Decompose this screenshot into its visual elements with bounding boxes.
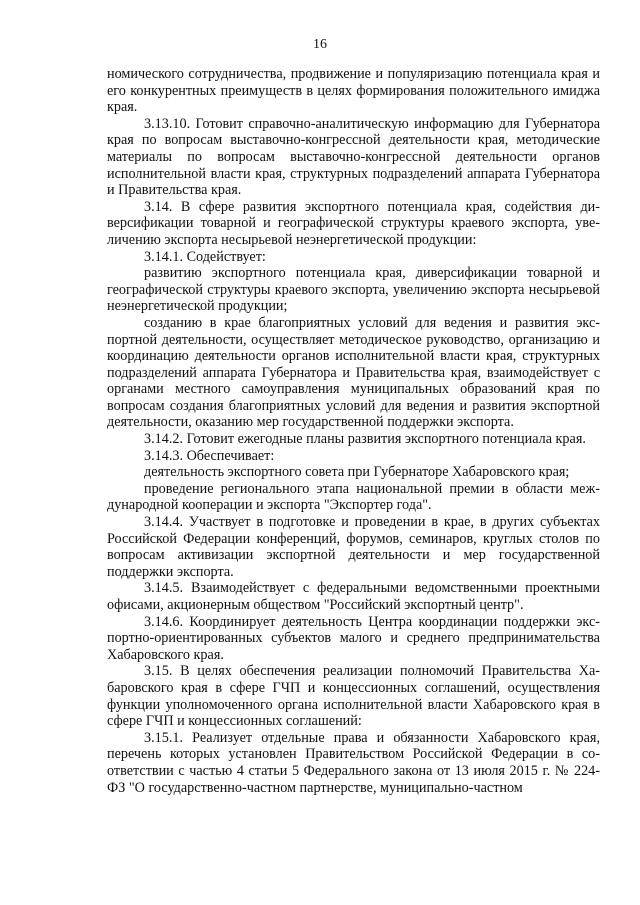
paragraph-export-council: деятельность экспортного совета при Губернаторе Хабаровского края; [144,464,570,481]
paragraph-3-14-4: 3.14.4. Участвует в подготовке и проведении в крае, в других субъектах Российской Федерации конференций, форумов, семинаров, круглых столов по вопросам активизации экспортной деятельности и мер государственной поддержки экспорта. [107,514,600,580]
page-number: 16 [313,37,327,52]
paragraph-3-13-10: 3.13.10. Готовит справочно-аналитическую информацию для Губернатора края по вопросам выставочно-конгрессной деятельности края, методические материалы по вопросам выставочно-конгрессной деятельности органов исполнительной власти края, структурных подразделений аппарата Губернатора и Правительства края. [107,115,600,199]
paragraph-3-14-6: 3.14.6. Координирует деятельность Центра координации поддержки экспортно-ориентированных субъектов малого и среднего предпринимательства Хабаровского края. [107,613,600,663]
paragraph-export-potential: развитию экспортного потенциала края, диверсификации товарной и географической структуры краевого экспорта, увеличению экспорта несырьевой неэнергетической продукции; [107,265,600,315]
paragraph-3-14-3: 3.14.3. Обеспечивает: [144,447,275,464]
paragraph-continuation: номического сотрудничества, продвижение и популяризацию потенциала края и его конкурентных преимуществ в целях формирования положительного имиджа края. [107,66,600,116]
paragraph-national-award: проведение регионального этапа национальной премии в области международной кооперации и экспорта "Экспортер года". [107,480,600,514]
paragraph-3-15-1: 3.15.1. Реализует отдельные права и обязанности Хабаровского края, перечень которых установлен Правительством Российской Федерации в соответствии с частью 4 статьи 5 Федерального закона от 13 июля 2015 г. № 224-ФЗ "О государственно-частном партнерстве, муниципально-частном [107,729,600,796]
paragraph-3-14-5: 3.14.5. Взаимодействует с федеральными ведомственными проектными офисами, акционерным обществом "Российский экспортный центр". [107,580,600,613]
paragraph-3-14: 3.14. В сфере развития экспортного потенциала края, содействия диверсификации товарной и географической структуры краевого экспорта, увеличению экспорта несырьевой неэнергетической продукции: [107,198,600,248]
paragraph-3-15: 3.15. В целях обеспечения реализации полномочий Правительства Хабаровского края в сфере ГЧП и концессионных соглашений, осуществления функции уполномоченного органа исполнительной власти Хабаровского края в сфере ГЧП и концессионных соглашений: [107,663,600,730]
document-body [107,66,600,796]
paragraph-3-14-1: 3.14.1. Содействует: [144,248,266,265]
paragraph-favorable-conditions: созданию в крае благоприятных условий для ведения и развития экспортной деятельности, осуществляет методическое руководство, организацию и координацию деятельности органов исполнительной власти края, структурных подразделений аппарата Губернатора и Правительства края, взаимодействует с органами местного самоуправления муниципальных образований края по вопросам создания благоприятных условий для ведения и развития экспортной деятельности, оказанию мер государственной поддержки экспорта. [107,314,600,431]
paragraph-3-14-2: 3.14.2. Готовит ежегодные планы развития экспортного потенциала края. [144,431,586,448]
